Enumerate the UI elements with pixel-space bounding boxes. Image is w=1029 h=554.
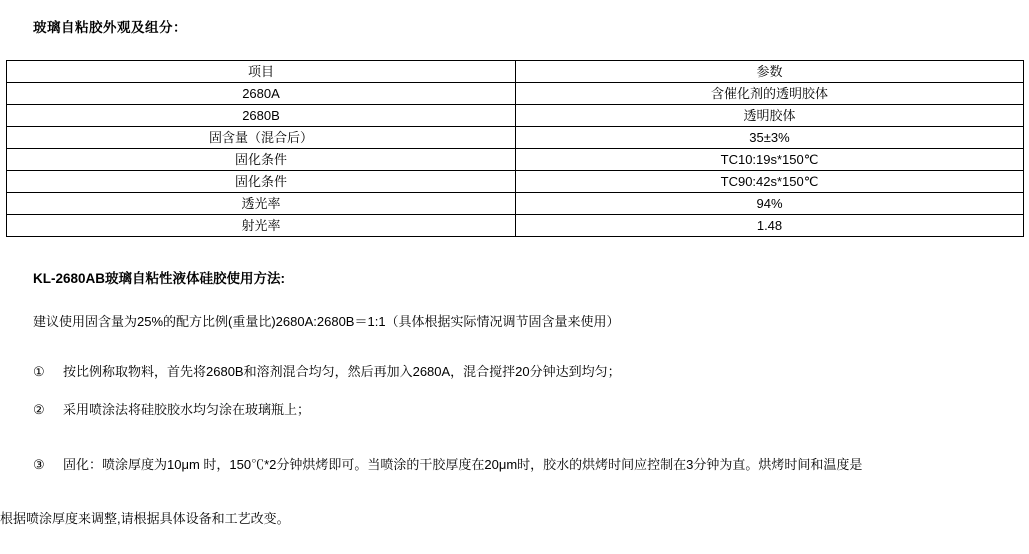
usage-step-1 bbox=[33, 362, 621, 382]
step-text: 按比例称取物料，首先将2680B和溶剂混合均匀，然后再加入2680A，混合搅拌20分钟达到均匀； bbox=[63, 364, 621, 379]
table-row bbox=[7, 149, 1024, 171]
table-cell-item: 固化条件 bbox=[7, 149, 516, 171]
table-row bbox=[7, 105, 1024, 127]
step-number: ③ bbox=[33, 457, 45, 472]
table-cell-item: 透光率 bbox=[7, 193, 516, 215]
step-number: ② bbox=[33, 402, 45, 417]
table-row bbox=[7, 127, 1024, 149]
page-title: 玻璃自粘胶外观及组分： bbox=[33, 20, 187, 35]
table-cell-item: 固化条件 bbox=[7, 171, 516, 193]
step-number: ① bbox=[33, 364, 45, 379]
table-cell-value: 透明胶体 bbox=[516, 105, 1024, 127]
table-row bbox=[7, 171, 1024, 193]
table-cell-value: 94% bbox=[516, 193, 1024, 215]
table-row bbox=[7, 215, 1024, 237]
table-cell-item: 2680B bbox=[7, 105, 516, 127]
usage-step-3 bbox=[33, 455, 862, 475]
table-cell-value: 1.48 bbox=[516, 215, 1024, 237]
usage-step-2 bbox=[33, 400, 310, 420]
table-header-cell: 参数 bbox=[516, 61, 1024, 83]
usage-step-3-continued: 根据喷涂厚度来调整,请根据具体设备和工艺改变。 bbox=[0, 511, 290, 526]
table-row bbox=[7, 193, 1024, 215]
step-text: 固化：喷涂厚度为10μm 时，150℃*2分钟烘烤即可。当喷涂的干胶厚度在20μm时，胶水的烘烤时间应控制在3分钟为直。烘烤时间和温度是 bbox=[63, 457, 863, 472]
table-header-cell: 项目 bbox=[7, 61, 516, 83]
section-title: KL-2680AB玻璃自粘性液体硅胶使用方法: bbox=[33, 271, 286, 286]
table-header-row bbox=[7, 61, 1024, 83]
table-cell-item: 2680A bbox=[7, 83, 516, 105]
spec-table bbox=[6, 60, 1024, 237]
table-cell-item: 固含量（混合后） bbox=[7, 127, 516, 149]
table-row bbox=[7, 83, 1024, 105]
table-cell-value: TC10:19s*150℃ bbox=[516, 149, 1024, 171]
usage-intro: 建议使用固含量为25%的配方比例(重量比)2680A:2680B＝1:1（具体根据实际情况调节固含量来使用） bbox=[33, 314, 620, 329]
table-cell-item: 射光率 bbox=[7, 215, 516, 237]
table-cell-value: 含催化剂的透明胶体 bbox=[516, 83, 1024, 105]
table-cell-value: 35±3% bbox=[516, 127, 1024, 149]
table-cell-value: TC90:42s*150℃ bbox=[516, 171, 1024, 193]
step-text: 采用喷涂法将硅胶胶水均匀涂在玻璃瓶上； bbox=[63, 402, 311, 417]
